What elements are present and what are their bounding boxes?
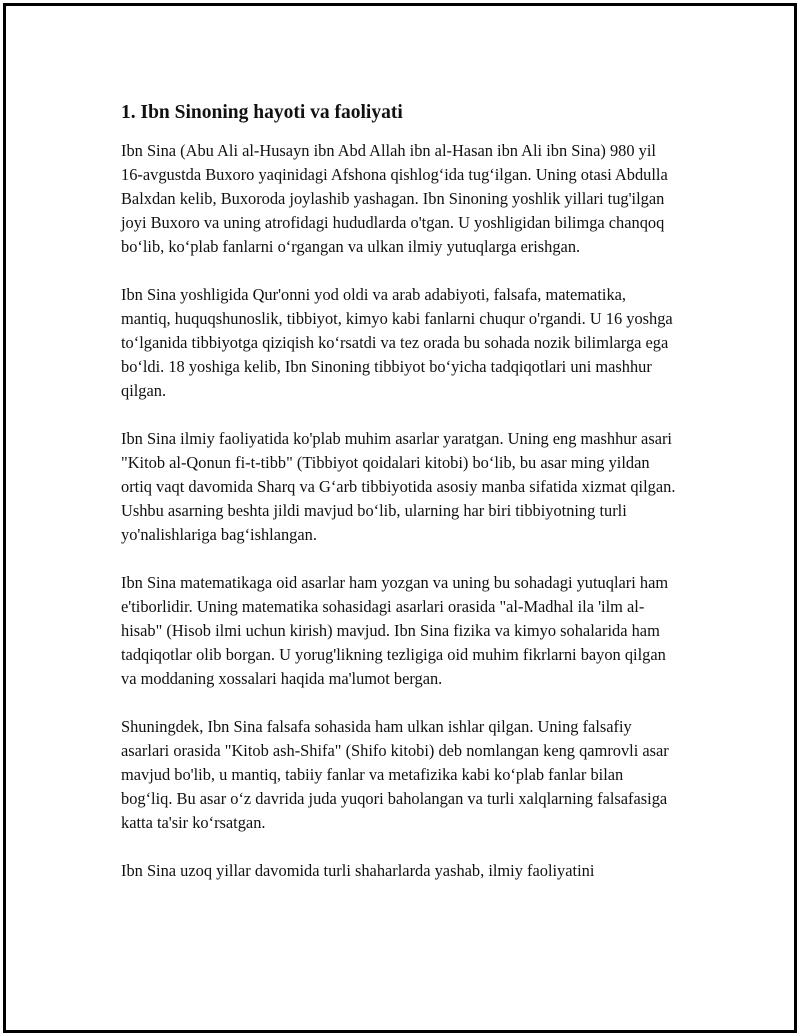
paragraph-1: Ibn Sina (Abu Ali al-Husayn ibn Abd Allah ibn al-Hasan ibn Ali ibn Sina) 980 yil 16-avgustda Buxoro yaqinidagi Afshona qishlog‘ida tug‘ilgan. Uning otasi Abdulla Balxdan kelib, Buxoroda joylashib yashagan. Ibn Sinoning yoshlik yillari tug'ilgan joyi Buxoro va uning atrofidagi hududlarda o'tgan. U yoshligidan bilimga chanqoq bo‘lib, ko‘plab fanlarni o‘rgangan va ulkan ilmiy yutuqlarga erishgan. [121, 141, 668, 256]
paragraph-2: Ibn Sina yoshligida Qur'onni yod oldi va arab adabiyoti, falsafa, matematika, mantiq, huquqshunoslik, tibbiyot, kimyo kabi fanlarni chuqur o'rgandi. U 16 yoshga to‘lganida tibbiyotga qiziqish ko‘rsatdi va tez orada bu sohada nozik bilimlarga ega bo‘ldi. 18 yoshiga kelib, Ibn Sinoning tibbiyot bo‘yicha tadqiqotlari uni mashhur qilgan. [121, 285, 673, 400]
paragraph-6: Ibn Sina uzoq yillar davomida turli shaharlarda yashab, ilmiy faoliyatini [121, 861, 595, 880]
page-frame [3, 3, 797, 1033]
document-body [121, 101, 676, 907]
section-heading: 1. Ibn Sinoning hayoti va faoliyati [121, 102, 403, 123]
paragraph-3: Ibn Sina ilmiy faoliyatida ko'plab muhim asarlar yaratgan. Uning eng mashhur asari "Kitob al-Qonun fi-t-tibb" (Tibbiyot qoidalari kitobi) bo‘lib, bu asar ming yildan ortiq vaqt davomida Sharq va G‘arb tibbiyotida asosiy manba sifatida xizmat qilgan. Ushbu asarning beshta jildi mavjud bo‘lib, ularning har biri tibbiyotning turli yo'nalishlariga bag‘ishlangan. [121, 429, 676, 544]
paragraph-5: Shuningdek, Ibn Sina falsafa sohasida ham ulkan ishlar qilgan. Uning falsafiy asarlari orasida "Kitob ash-Shifa" (Shifo kitobi) deb nomlangan keng qamrovli asar mavjud bo'lib, u mantiq, tabiiy fanlar va metafizika kabi ko‘plab fanlar bilan bog‘liq. Bu asar o‘z davrida juda yuqori baholangan va turli xalqlarning falsafasiga katta ta'sir ko‘rsatgan. [121, 717, 669, 832]
paragraph-4: Ibn Sina matematikaga oid asarlar ham yozgan va uning bu sohadagi yutuqlari ham e'tiborlidir. Uning matematika sohasidagi asarlari orasida "al-Madhal ila 'ilm al-hisab" (Hisob ilmi uchun kirish) mavjud. Ibn Sina fizika va kimyo sohalarida ham tadqiqotlar olib borgan. U yorug'likning tezligiga oid muhim fikrlarni bayon qilgan va moddaning xossalari haqida ma'lumot bergan. [121, 573, 669, 688]
